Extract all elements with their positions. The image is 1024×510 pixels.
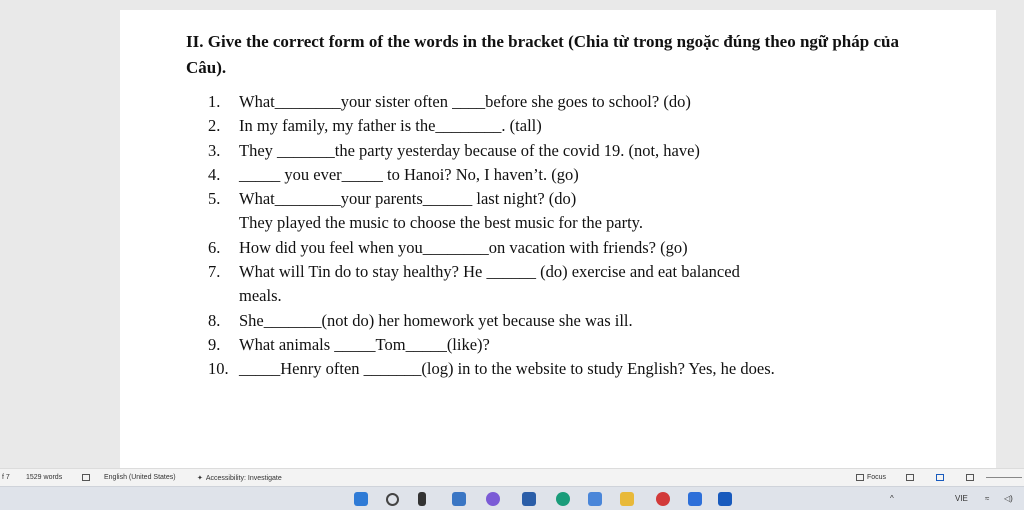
question-text: _____Henry often _______(log) in to the website to study English? Yes, he does.	[239, 359, 775, 379]
zoom-slider[interactable]	[986, 477, 1022, 478]
question-text: In my family, my father is the________. (tall)	[239, 116, 542, 136]
question-number: 4.	[208, 164, 221, 184]
question-number: 8.	[208, 310, 221, 330]
accessibility-status[interactable]	[197, 474, 282, 482]
volume-icon[interactable]: ◁)	[1004, 494, 1013, 503]
focus-button[interactable]	[856, 474, 886, 481]
word-icon[interactable]	[718, 492, 732, 506]
taskbar	[0, 486, 1024, 510]
wifi-icon[interactable]: ≈	[985, 494, 990, 503]
print-layout-button[interactable]	[936, 474, 944, 481]
chrome-icon[interactable]	[556, 492, 570, 506]
question-number: 6.	[208, 237, 221, 257]
language-indicator[interactable]: VIE	[955, 494, 968, 503]
question-text: meals.	[239, 286, 282, 306]
chat-icon[interactable]	[486, 492, 500, 506]
files-icon[interactable]	[620, 492, 634, 506]
word-count[interactable]: 1529 words	[26, 474, 63, 481]
web-layout-button[interactable]	[966, 474, 974, 481]
question-number: 7.	[208, 262, 221, 282]
focus-icon	[856, 474, 864, 481]
question-text: What animals _____Tom_____(like)?	[239, 334, 490, 354]
question-number: 5.	[208, 189, 221, 209]
accessibility-label: Accessibility: Investigate	[205, 474, 282, 482]
file-explorer-icon[interactable]	[418, 492, 426, 506]
language-status[interactable]: English (United States)	[104, 474, 176, 481]
read-mode-icon	[906, 474, 914, 481]
proofing-icon	[82, 474, 90, 481]
question-item	[208, 309, 948, 333]
question-item	[208, 260, 948, 284]
app-icon[interactable]	[656, 492, 670, 506]
windows-start-icon[interactable]	[354, 492, 368, 506]
question-item	[208, 90, 948, 114]
focus-label: Focus	[867, 474, 887, 481]
folder-icon[interactable]	[522, 492, 536, 506]
print-layout-icon	[936, 474, 944, 481]
question-number: 2.	[208, 116, 221, 136]
question-item	[208, 357, 948, 381]
question-item	[208, 333, 948, 357]
settings-icon[interactable]	[588, 492, 602, 506]
question-text: _____ you ever_____ to Hanoi? No, I haven’t. (go)	[239, 164, 579, 184]
question-number: 1.	[208, 92, 221, 111]
taskview-icon[interactable]	[452, 492, 466, 506]
question-text: They _______the party yesterday because of the covid 19. (not, have)	[239, 140, 700, 160]
zoom-icon[interactable]	[688, 492, 702, 506]
document-page[interactable]	[120, 10, 996, 468]
question-number: 9.	[208, 334, 221, 354]
search-icon[interactable]	[386, 493, 399, 506]
proofing-status[interactable]	[82, 474, 90, 481]
question-text: What will Tin do to stay healthy? He ______ (do) exercise and eat balanced	[239, 262, 740, 282]
accessibility-icon: ✦	[197, 475, 203, 482]
page-indicator[interactable]: f 7	[2, 474, 10, 481]
question-number: 10.	[208, 359, 229, 379]
question-text: What________your sister often ____before she goes to school? (do)	[239, 92, 691, 111]
tray-chevron-icon[interactable]: ^	[890, 494, 894, 503]
exercise-heading: II. Give the correct form of the words in the bracket (Chia từ trong ngoặc đúng theo ngữ pháp của Câu).	[186, 32, 899, 77]
question-text: They played the music to choose the best music for the party.	[239, 213, 643, 233]
question-item	[208, 163, 948, 187]
status-bar	[0, 468, 1024, 487]
question-item	[208, 139, 948, 163]
read-mode-button[interactable]	[906, 474, 914, 481]
question-item	[208, 114, 948, 138]
question-item	[208, 284, 948, 308]
web-layout-icon	[966, 474, 974, 481]
question-item	[208, 187, 948, 211]
question-text: She_______(not do) her homework yet because she was ill.	[239, 310, 633, 330]
question-text: What________your parents______ last night? (do)	[239, 189, 577, 209]
question-text: How did you feel when you________on vacation with friends? (go)	[239, 237, 688, 257]
question-item	[208, 236, 948, 260]
question-item	[208, 211, 948, 235]
question-number: 3.	[208, 140, 221, 160]
question-list	[208, 90, 948, 382]
